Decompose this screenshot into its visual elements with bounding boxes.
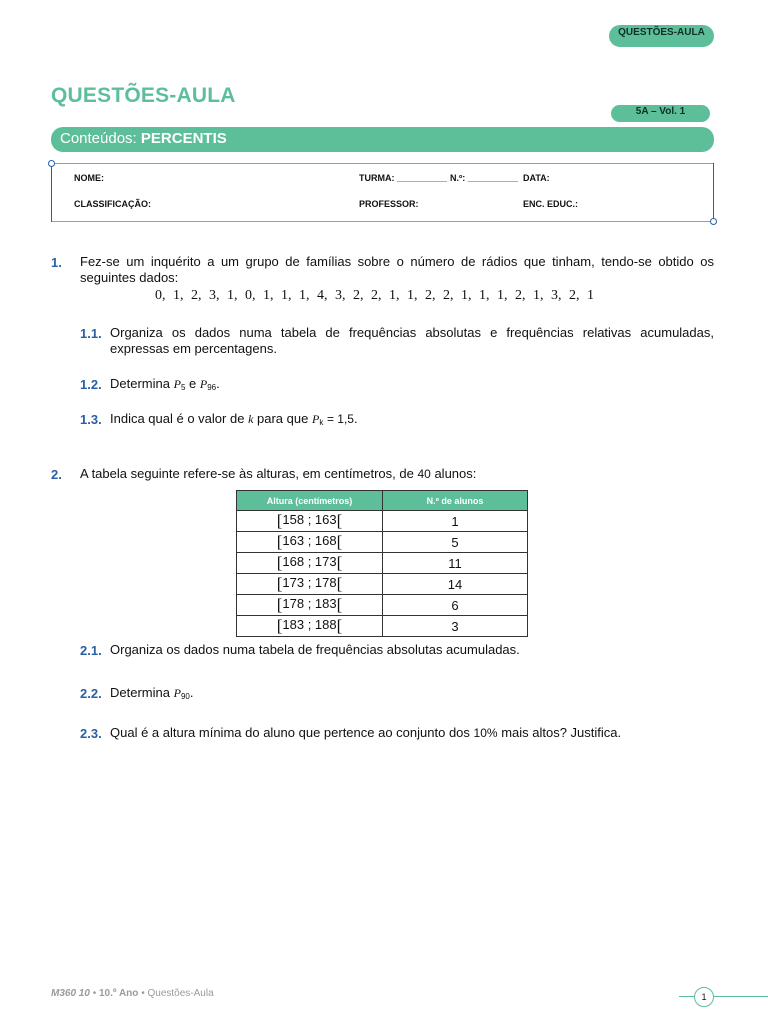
height-interval-cell xyxy=(237,511,383,532)
interval-separator: ; xyxy=(304,554,315,569)
question-end: alunos: xyxy=(434,466,477,481)
subquestion-lead: Determina xyxy=(110,376,170,391)
question-lead: A tabela seguinte refere-se às alturas, em centímetros, de xyxy=(80,466,414,481)
table-row xyxy=(237,532,528,553)
subquestion-lead: Determina xyxy=(110,685,170,700)
student-count-cell: 3 xyxy=(383,616,528,637)
interval-lower: 163 xyxy=(282,533,305,548)
interval-bracket: [ xyxy=(336,532,343,551)
percentile-symbol: $P_5$ xyxy=(173,377,186,392)
connector-text: para que xyxy=(257,411,309,426)
volume-badge: 5A – Vol. 1 xyxy=(611,105,710,122)
interval-lower: 183 xyxy=(282,617,305,632)
punctuation: . xyxy=(353,411,358,426)
subquestion-lead: Indica qual é o valor de xyxy=(110,411,245,426)
question-number: 2. xyxy=(51,467,62,482)
form-top-rule xyxy=(52,163,713,164)
question-text: Fez-se um inquérito a um grupo de famílias sobre o número de rádios que tinham, tendo-se obtido os seguintes dados: xyxy=(80,254,714,285)
student-count-cell: 6 xyxy=(383,595,528,616)
interval-upper: 168 xyxy=(314,533,337,548)
teacher-field-label: PROFESSOR: xyxy=(359,199,419,209)
student-count-cell: 5 xyxy=(383,532,528,553)
variable-k: k xyxy=(248,412,254,426)
equation-value: = 1,5 xyxy=(326,412,354,426)
percentile-symbol: $P_{90}$ xyxy=(173,686,190,701)
subquestion-text: Organiza os dados numa tabela de frequências absolutas acumuladas. xyxy=(110,642,520,657)
interval-upper: 178 xyxy=(314,575,337,590)
page-number: 1 xyxy=(694,987,714,1007)
interval-bracket: [ xyxy=(336,595,343,614)
percentile-symbol: $P_{96}$ xyxy=(199,377,217,392)
table-header: Altura (centímetros) xyxy=(237,491,383,511)
subquestion-number: 1.1. xyxy=(80,326,102,341)
subquestion-number: 1.3. xyxy=(80,412,102,427)
footer-rule xyxy=(679,996,768,997)
interval-lower: 168 xyxy=(282,554,305,569)
subquestion-number: 2.1. xyxy=(80,643,102,658)
page-title: QUESTÕES-AULA xyxy=(51,84,236,107)
form-bottom-rule xyxy=(52,221,713,222)
grade-field-label: CLASSIFICAÇÃO: xyxy=(74,199,151,209)
section-badge: QUESTÕES-AULA xyxy=(609,25,714,47)
subquestion-text xyxy=(110,376,220,396)
interval-bracket: [ xyxy=(336,574,343,593)
height-interval-cell xyxy=(237,616,383,637)
date-field-label: DATA: xyxy=(523,173,550,183)
interval-bracket: [ xyxy=(276,595,283,614)
table-row xyxy=(237,574,528,595)
student-count: 40 xyxy=(417,467,431,481)
topic-name: PERCENTIS xyxy=(140,130,227,147)
punctuation: . xyxy=(189,685,194,700)
subquestion-number: 1.2. xyxy=(80,377,102,392)
height-interval-cell xyxy=(237,595,383,616)
interval-bracket: [ xyxy=(276,511,283,530)
grade-label: 10.º Ano xyxy=(99,988,139,999)
subquestion-text xyxy=(110,725,621,741)
height-interval-cell xyxy=(237,532,383,553)
footer-separator: • xyxy=(141,988,145,999)
punctuation: . xyxy=(216,376,220,391)
topic-prefix: Conteúdos: xyxy=(60,130,137,147)
interval-lower: 158 xyxy=(282,512,305,527)
book-title: M360 10 xyxy=(51,988,90,999)
student-info-form xyxy=(51,163,714,222)
guardian-field-label: ENC. EDUC.: xyxy=(523,199,579,209)
interval-separator: ; xyxy=(304,617,315,632)
percentile-subscript: 5 xyxy=(180,383,186,392)
subquestion-text: Organiza os dados numa tabela de frequências absolutas e frequências relativas acumuladas, expressas em percentagens. xyxy=(110,325,714,356)
class-field-label: TURMA: __________ xyxy=(359,173,448,183)
interval-separator: ; xyxy=(304,533,315,548)
student-count-cell: 14 xyxy=(383,574,528,595)
name-field-label: NOME: xyxy=(74,173,104,183)
percentile-subscript: k xyxy=(319,418,324,427)
table-row xyxy=(237,511,528,532)
subquestion-text xyxy=(110,685,193,705)
subquestion-text xyxy=(110,411,358,431)
footer-separator: • xyxy=(92,988,97,999)
interval-separator: ; xyxy=(304,575,315,590)
interval-bracket: [ xyxy=(276,574,283,593)
interval-upper: 188 xyxy=(314,617,337,632)
student-count-cell: 1 xyxy=(383,511,528,532)
percentile-subscript: 90 xyxy=(180,692,190,701)
subquestion-number: 2.3. xyxy=(80,726,102,741)
table-row xyxy=(237,595,528,616)
subquestion-end: mais altos? Justifica. xyxy=(501,725,622,740)
interval-upper: 183 xyxy=(314,596,337,611)
data-series: 0, 1, 2, 3, 1, 0, 1, 1, 1, 4, 3, 2, 2, 1, 1, 2, 2, 1, 1, 1, 2, 1, 3, 2, 1 xyxy=(155,288,594,303)
student-count-cell: 11 xyxy=(383,553,528,574)
form-corner-dot xyxy=(48,160,55,167)
interval-bracket: [ xyxy=(276,553,283,572)
topic-banner xyxy=(51,127,714,152)
section-label: Questões-Aula xyxy=(147,988,214,999)
footer-caption xyxy=(51,988,214,999)
form-corner-dot xyxy=(710,218,717,225)
table-row xyxy=(237,616,528,637)
table-row xyxy=(237,553,528,574)
interval-bracket: [ xyxy=(336,553,343,572)
percentile-subscript: 96 xyxy=(207,383,217,392)
number-field-label: N.º: __________ xyxy=(450,173,518,183)
subquestion-number: 2.2. xyxy=(80,686,102,701)
heights-table xyxy=(236,490,528,637)
question-number: 1. xyxy=(51,255,62,270)
question-text xyxy=(80,466,476,482)
conjunction: e xyxy=(189,376,197,391)
height-interval-cell xyxy=(237,574,383,595)
interval-separator: ; xyxy=(304,596,315,611)
interval-bracket: [ xyxy=(276,616,283,635)
interval-bracket: [ xyxy=(276,532,283,551)
height-interval-cell xyxy=(237,553,383,574)
interval-lower: 178 xyxy=(282,596,305,611)
interval-bracket: [ xyxy=(336,511,343,530)
interval-upper: 173 xyxy=(314,554,337,569)
interval-bracket: [ xyxy=(336,616,343,635)
percentage-value: 10% xyxy=(473,726,498,740)
table-header: N.º de alunos xyxy=(383,491,528,511)
subquestion-lead: Qual é a altura mínima do aluno que pertence ao conjunto dos xyxy=(110,725,470,740)
percentile-symbol: $P_k$ xyxy=(311,412,324,427)
interval-lower: 173 xyxy=(282,575,305,590)
interval-separator: ; xyxy=(304,512,315,527)
interval-upper: 163 xyxy=(314,512,337,527)
